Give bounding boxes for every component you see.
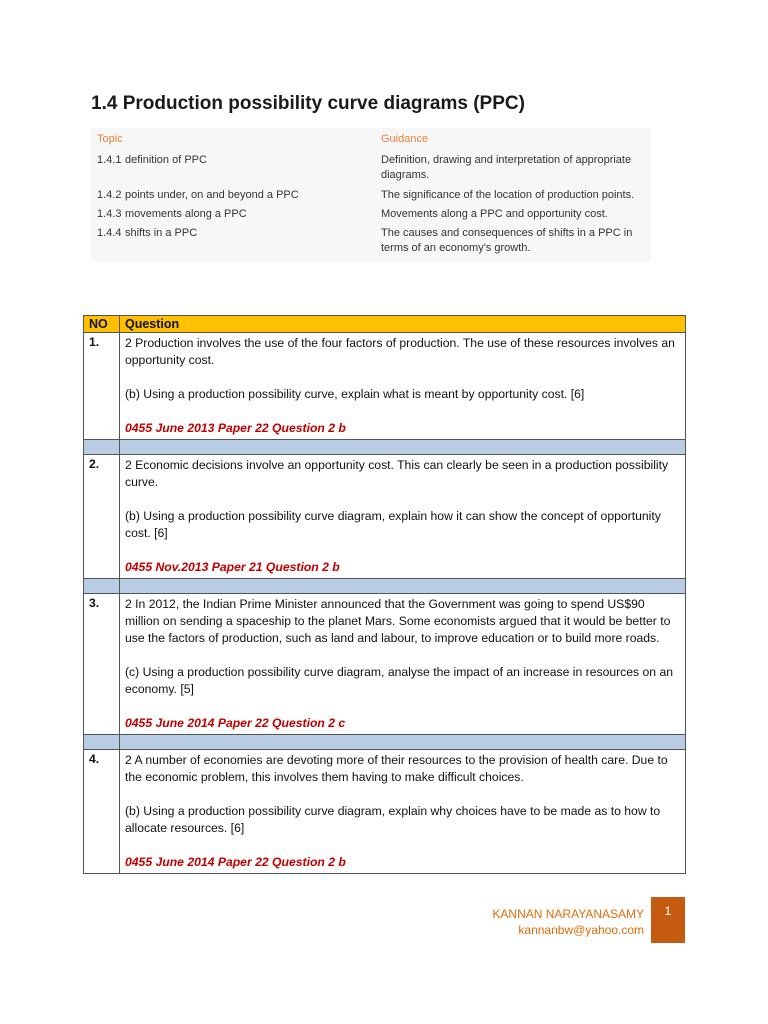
table-row — [84, 750, 686, 874]
question-stem: 2 Economic decisions involve an opportunity cost. This can clearly be seen in a production possibility curve. — [125, 458, 669, 489]
question-reference: 0455 June 2014 Paper 22 Question 2 b — [125, 855, 346, 869]
question-cell — [120, 594, 686, 735]
question-part: (b) Using a production possibility curve diagram, explain how it can show the concept of opportunity cost. [6] — [125, 509, 661, 540]
separator-row — [84, 735, 686, 750]
separator-row — [84, 579, 686, 594]
syllabus-guidance: The causes and consequences of shifts in a PPC in terms of an economy's growth. — [381, 227, 633, 254]
question-number: 3. — [84, 594, 120, 735]
question-stem: 2 In 2012, the Indian Prime Minister announced that the Government was going to spend US$90 million on sending a spaceship to the planet Mars. Some economists argued that it would be better to use the factors of production, such as land and labour, to improve education or to build more roads. — [125, 597, 671, 645]
question-part: (b) Using a production possibility curve diagram, explain why choices have to be made as to how to allocate resources. [6] — [125, 804, 661, 835]
footer-author: KANNAN NARAYANASAMY — [492, 907, 644, 921]
question-number: 2. — [84, 455, 120, 579]
question-part: (b) Using a production possibility curve, explain what is meant by opportunity cost. [6] — [125, 387, 585, 401]
question-stem: 2 A number of economies are devoting more of their resources to the provision of health care. Due to the economic problem, this involves them having to make difficult choices. — [125, 753, 668, 784]
table-row — [84, 594, 686, 735]
syllabus-guidance: Definition, drawing and interpretation of appropriate diagrams. — [381, 154, 632, 181]
question-number: 1. — [84, 333, 120, 440]
syllabus-number: 1.4.1 — [97, 154, 122, 166]
syllabus-number: 1.4.3 — [97, 208, 122, 220]
column-header-no: NO — [84, 316, 120, 333]
question-reference: 0455 Nov.2013 Paper 21 Question 2 b — [125, 560, 340, 574]
page-number: 1 — [651, 897, 685, 943]
column-header-question: Question — [120, 316, 686, 333]
question-part: (c) Using a production possibility curve diagram, analyse the impact of an increase in resources on an economy. [5] — [125, 665, 674, 696]
question-cell — [120, 333, 686, 440]
table-header-row — [84, 316, 686, 333]
syllabus-number: 1.4.2 — [97, 189, 122, 201]
separator-row — [84, 440, 686, 455]
syllabus-topic: movements along a PPC — [125, 208, 247, 220]
syllabus-guidance: Movements along a PPC and opportunity cost. — [381, 208, 608, 220]
syllabus-number: 1.4.4 — [97, 227, 122, 239]
footer-email: kannanbw@yahoo.com — [518, 923, 644, 937]
question-cell — [120, 455, 686, 579]
table-row — [84, 333, 686, 440]
syllabus-guidance-header: Guidance — [381, 133, 429, 145]
syllabus-topic-header: Topic — [97, 133, 123, 145]
syllabus-guidance: The significance of the location of production points. — [381, 189, 635, 201]
questions-table — [83, 315, 686, 874]
question-reference: 0455 June 2014 Paper 22 Question 2 c — [125, 716, 346, 730]
question-cell — [120, 750, 686, 874]
question-reference: 0455 June 2013 Paper 22 Question 2 b — [125, 421, 346, 435]
page-title: 1.4 Production possibility curve diagrams (PPC) — [91, 93, 525, 114]
table-row — [84, 455, 686, 579]
question-stem: 2 Production involves the use of the four factors of production. The use of these resources involves an opportunity cost. — [125, 336, 675, 367]
syllabus-topic: points under, on and beyond a PPC — [125, 189, 299, 201]
syllabus-topic: shifts in a PPC — [125, 227, 198, 239]
syllabus-panel — [91, 128, 651, 262]
syllabus-topic: definition of PPC — [125, 154, 207, 166]
question-number: 4. — [84, 750, 120, 874]
